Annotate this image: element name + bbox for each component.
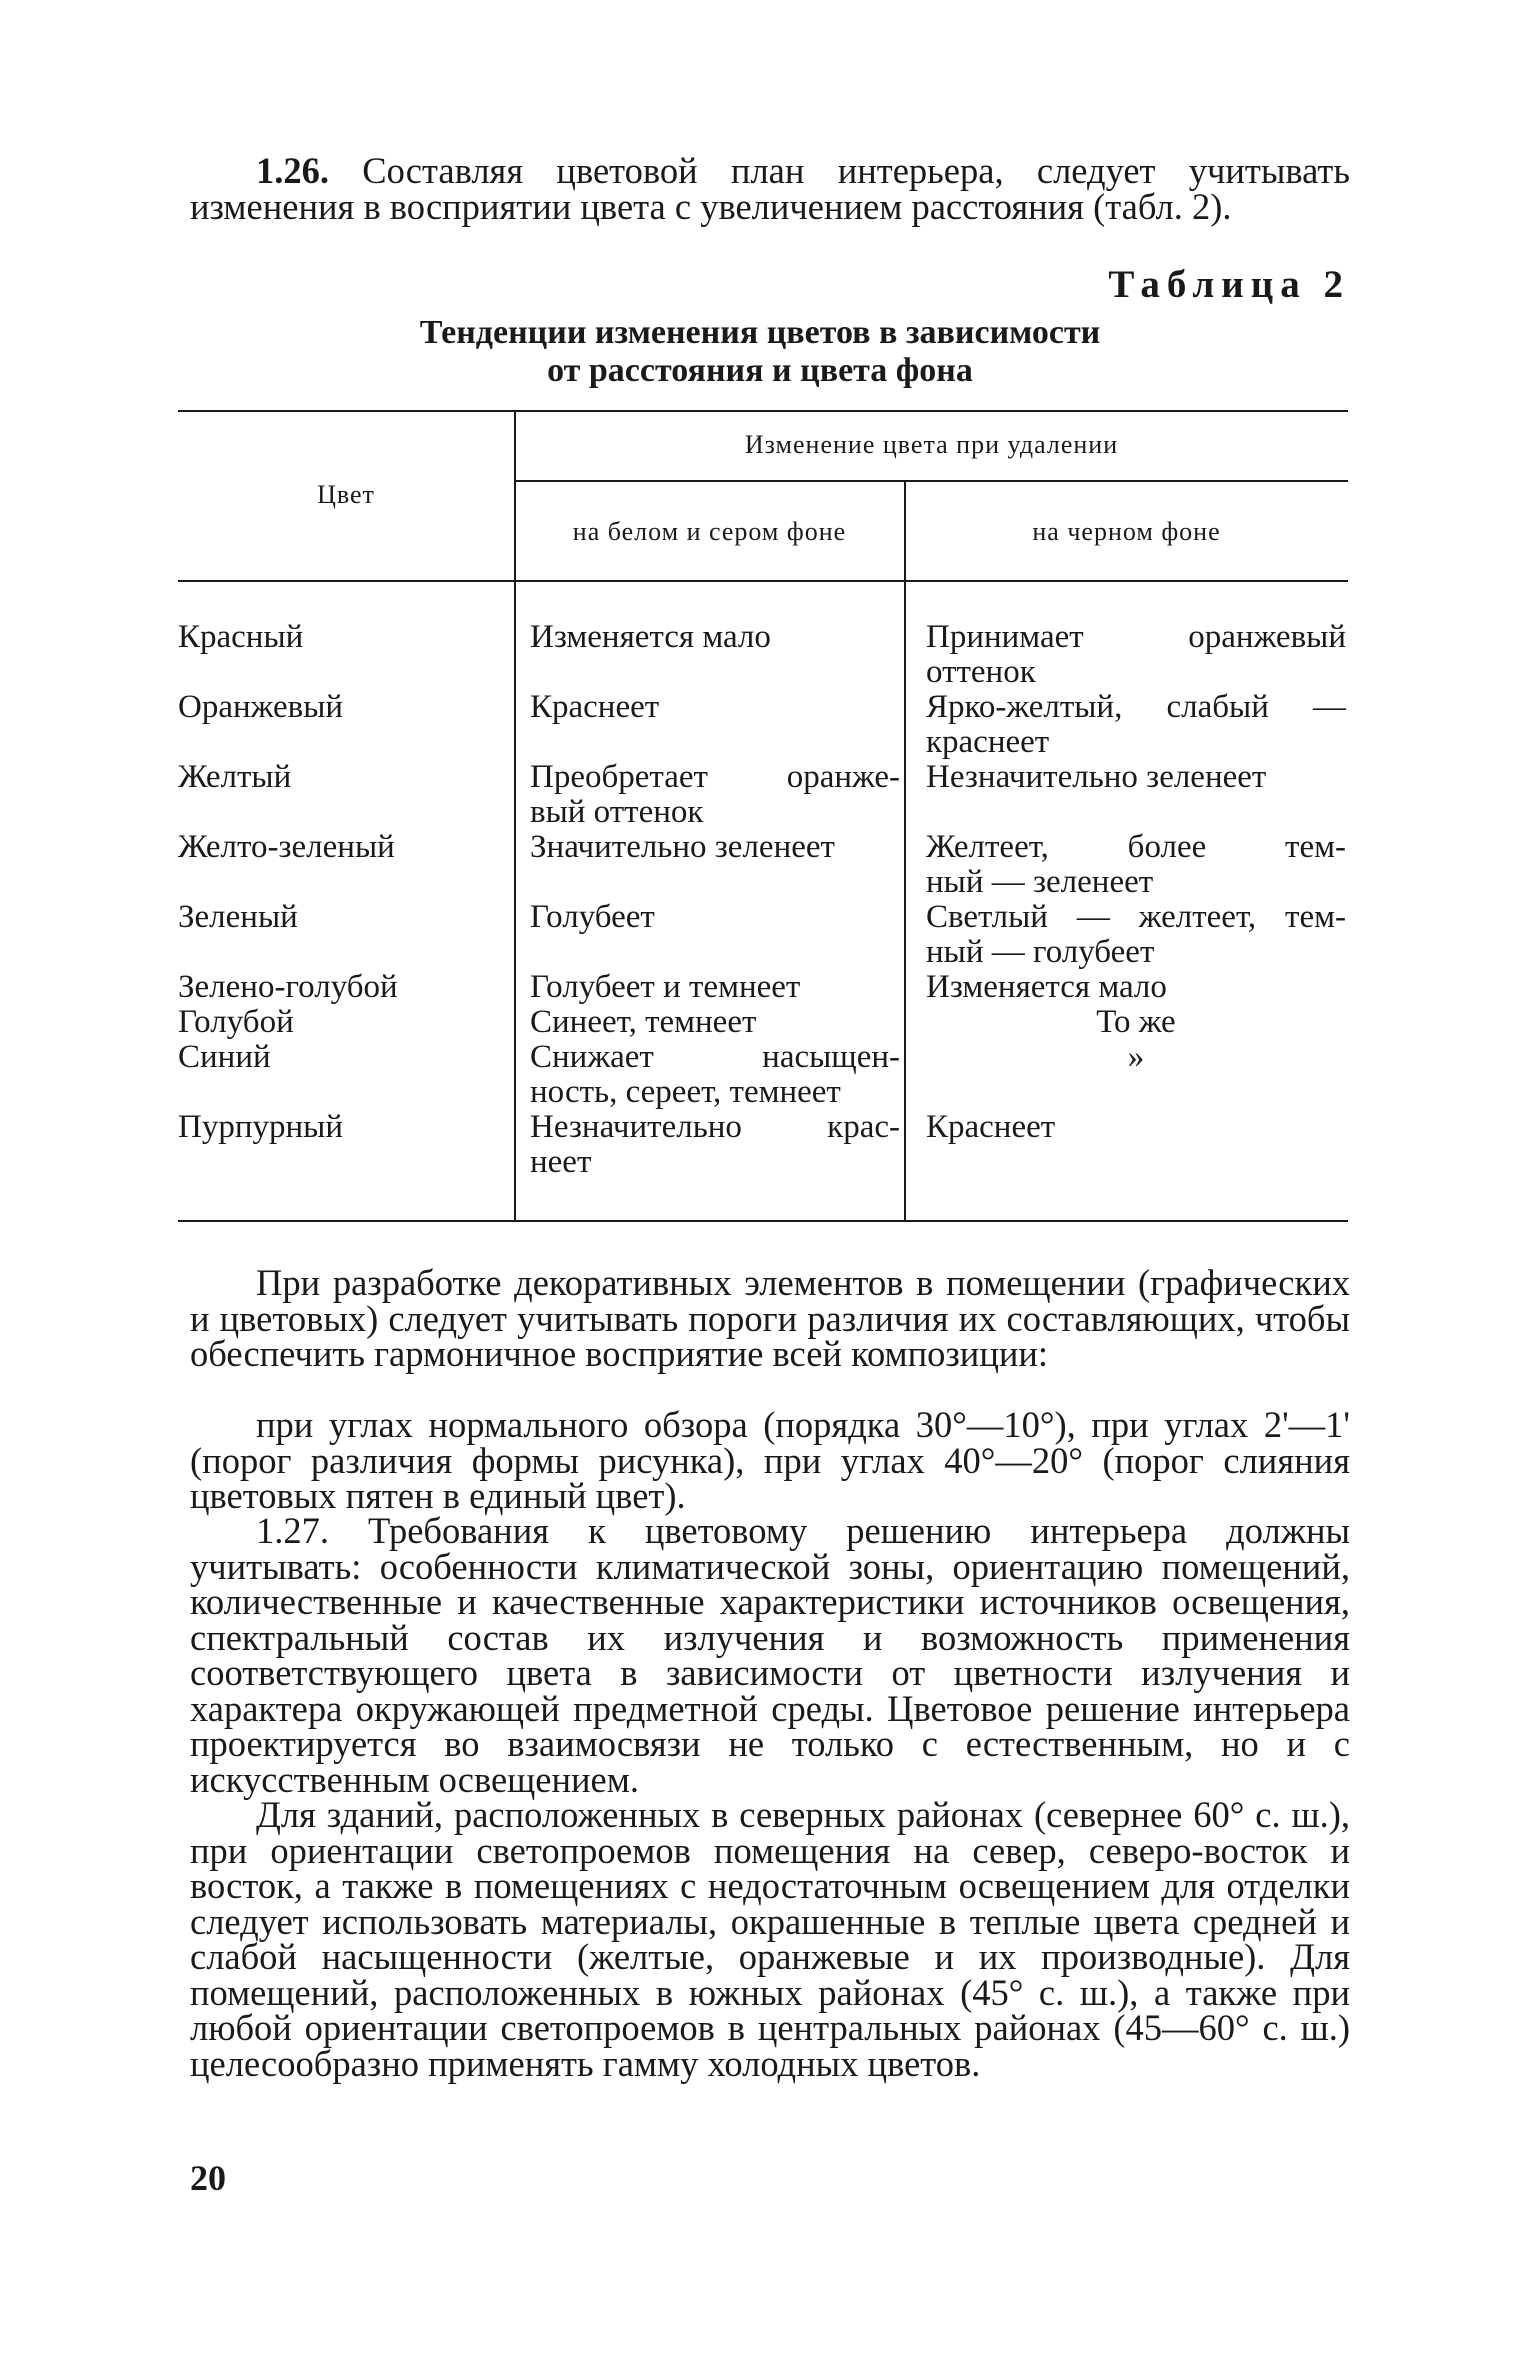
section-number: 1.26. [256, 150, 329, 191]
header-white-gray: на белом и сером фоне [572, 517, 847, 546]
table-row-color: Синий [178, 1039, 271, 1075]
table-row-white-gray [530, 1110, 900, 1180]
table-row-black [926, 760, 1346, 795]
paragraph-northern-regions: Для зданий, расположенных в северных районах (севернее 60° с. ш.), при ориентации светопроемов помещения на север, северо-восток и восток, а также в помещениях с недостаточным освещением для отделки следует использовать материалы, окрашенные в теплые цвета средней и слабой насыщенности (желтые, оранжевые и их производные). Для помещений, расположенных в южных районах (45° с. ш.), а также при любой ориентации светопроемов в центральных районах (45—60° с. ш.) целесообразно применять гамму холодных цветов. [190, 1794, 1350, 2084]
cell-line: Снижает насыщен- [530, 1039, 900, 1075]
page-number: 20 [190, 2158, 226, 2198]
cell-line: Принимает оранжевый [926, 619, 1346, 655]
cell-line: Синеет, темнеет [530, 1004, 757, 1040]
cell-line: неет [530, 1144, 592, 1180]
intro-paragraph [190, 150, 1350, 227]
cell-line: Краснеет [530, 689, 660, 725]
table-row-black [926, 620, 1346, 690]
table-row-color: Пурпурный [178, 1109, 343, 1145]
table-row-white-gray [530, 970, 900, 1005]
header-bottom-rule [178, 580, 1348, 582]
table-bottom-rule [178, 1220, 1348, 1222]
paragraph-angles: при углах нормального обзора (порядка 30°—10°), при углах 2'—1' (порог различия формы рисунка), при углах 40°—20° (порог слияния цветовых пятен в единый цвет). [190, 1404, 1350, 1516]
column-rule-2 [904, 480, 906, 1220]
table-row-black [926, 1005, 1346, 1040]
color-change-table [178, 410, 1348, 1222]
table-row-color: Оранжевый [178, 689, 344, 725]
cell-line: То же [1096, 1004, 1176, 1040]
cell-line: Голубеет и темнеет [530, 969, 801, 1005]
cell-line: Краснеет [926, 1109, 1056, 1145]
table-row-white-gray [530, 620, 900, 655]
table-row-black [926, 970, 1346, 1005]
table-label: Таблица 2 [1108, 263, 1350, 306]
table-row-white-gray [530, 1005, 900, 1040]
cell-line: краснеет [926, 724, 1050, 760]
cell-line: Незначительно крас- [530, 1109, 900, 1145]
cell-line: вый оттенок [530, 794, 704, 830]
cell-line: Ярко-желтый, слабый — [926, 689, 1346, 725]
table-title-line-2: от расстояния и цвета фона [547, 352, 973, 389]
table-row-white-gray [530, 760, 900, 830]
table-row-black [926, 900, 1346, 970]
table-row-white-gray [530, 1040, 900, 1110]
table-row-color: Голубой [178, 1004, 294, 1040]
table-title [380, 314, 1140, 390]
table-row-color: Красный [178, 619, 304, 655]
table-row-black [926, 690, 1346, 760]
cell-line: Изменяется мало [530, 619, 771, 655]
paragraph-thresholds: При разработке декоративных элементов в помещении (графических и цветовых) следует учитывать пороги различия их составляющих, чтобы обеспечить гармоничное восприятие всей композиции: [190, 1262, 1350, 1374]
table-row-white-gray [530, 830, 900, 865]
cell-line: ный — голубеет [926, 934, 1155, 970]
cell-line: Значительно зеленеет [530, 829, 835, 865]
table-row-color: Зеленый [178, 899, 298, 935]
table-row-black [926, 1110, 1346, 1145]
header-black: на черном фоне [1032, 517, 1221, 546]
table-row-color: Желто-зеленый [178, 829, 395, 865]
cell-line: Желтеет, более тем- [926, 829, 1346, 865]
cell-line: Голубеет [530, 899, 655, 935]
cell-line: оттенок [926, 654, 1036, 690]
table-row-white-gray [530, 900, 900, 935]
cell-line: Незначительно зеленеет [926, 759, 1267, 795]
cell-line: Светлый — желтеет, тем- [926, 899, 1346, 935]
cell-line: Изменяется мало [926, 969, 1167, 1005]
table-top-rule [178, 410, 1348, 412]
paragraph-1-27: 1.27. Требования к цветовому решению интерьера должны учитывать: особенности климатической зоны, ориентацию помещений, количественные и качественные характеристики источников освещения, спектральный состав их излучения и возможность применения соответствующего цвета в зависимости от цветности излучения и характера окружающей предметной среды. Цветовое решение интерьера проектируется во взаимосвязи не только с естественным, но и с искусственным освещением. [190, 1510, 1350, 1800]
cell-line: Преобретает оранже- [530, 759, 900, 795]
header-color: Цвет [317, 480, 375, 509]
header-mid-rule [515, 480, 1348, 482]
cell-line: ный — зеленеет [926, 864, 1154, 900]
table-row-white-gray [530, 690, 900, 725]
header-change-group: Изменение цвета при удалении [744, 430, 1119, 459]
intro-text: Составляя цветовой план интерьера, следует учитывать изменения в восприятии цвета с увеличением расстояния (табл. 2). [190, 150, 1350, 227]
cell-line: ность, сереет, темнеет [530, 1074, 841, 1110]
table-title-line-1: Тенденции изменения цветов в зависимости [419, 314, 1101, 351]
table-row-color: Зелено-голубой [178, 969, 398, 1005]
table-row-color: Желтый [178, 759, 292, 795]
table-row-black [926, 830, 1346, 900]
cell-line: » [1127, 1039, 1145, 1075]
table-row-black [926, 1040, 1346, 1075]
